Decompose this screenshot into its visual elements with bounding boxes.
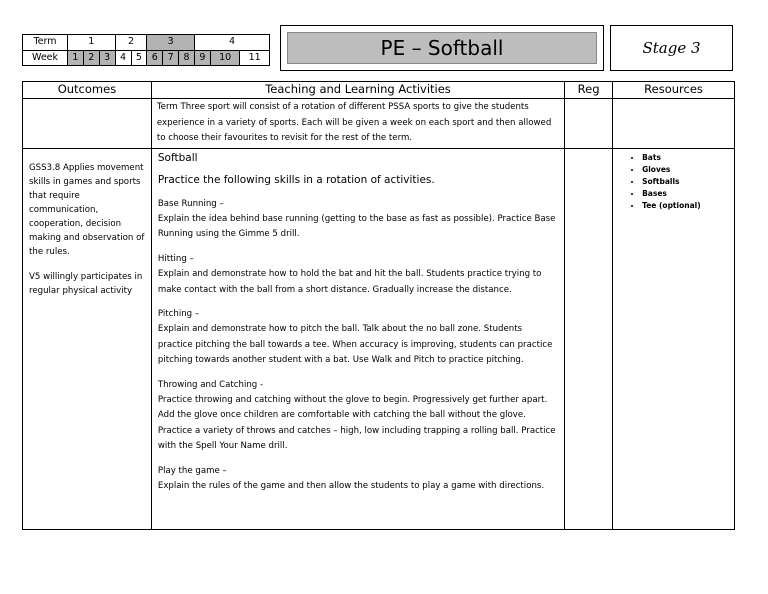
week-cell: 3 bbox=[99, 50, 115, 66]
term-cell-current: 3 bbox=[147, 35, 195, 51]
stage-label: Stage 3 bbox=[610, 25, 733, 71]
section-body: Explain and demonstrate how to hold the bat and hit the ball. Students practice trying to make contact with the ball from a short distance. Gradually increase the distance. bbox=[157, 269, 542, 295]
term-week-table bbox=[22, 34, 270, 66]
resource-item: • Bats bbox=[642, 152, 733, 164]
outcomes-cell bbox=[23, 148, 152, 529]
page-title: PE – Softball bbox=[287, 32, 597, 64]
col-reg-header: Reg bbox=[565, 82, 613, 99]
title-box bbox=[280, 25, 604, 71]
lesson-table bbox=[22, 81, 735, 530]
col-resources-header: Resources bbox=[613, 82, 735, 99]
section-body: Explain the rules of the game and then allow the students to play a game with directions. bbox=[157, 481, 545, 491]
term-label: Term bbox=[23, 35, 68, 51]
resources-cell bbox=[613, 148, 735, 529]
activity-section bbox=[158, 307, 558, 369]
activity-section bbox=[158, 197, 558, 243]
term-cell: 1 bbox=[68, 35, 116, 51]
section-body: Explain the idea behind base running (getting to the base as fast as possible). Practice Base Running using the Gimme 5 drill. bbox=[157, 213, 556, 240]
resources-list bbox=[614, 150, 733, 213]
resource-item: • Bases bbox=[642, 188, 733, 200]
resource-item: • Gloves bbox=[642, 164, 733, 176]
activities-cell bbox=[151, 148, 564, 529]
activity-section bbox=[158, 252, 558, 298]
col-activities-header: Teaching and Learning Activities bbox=[151, 82, 564, 99]
activity-subheading: Practice the following skills in a rotation of activities. bbox=[157, 173, 435, 186]
outcome-item: V5 willingly participates in regular physical activity bbox=[29, 271, 143, 296]
term-cell: 4 bbox=[195, 35, 270, 51]
week-cell: 1 bbox=[68, 50, 84, 66]
section-title: Throwing and Catching - bbox=[157, 379, 264, 390]
intro-outcome-cell bbox=[23, 99, 152, 149]
resource-item: • Softballs bbox=[642, 176, 733, 188]
section-body: Explain and demonstrate how to pitch the ball. Talk about the no ball zone. Students practice pitching the ball towards a tee. When accuracy is improving, students can practice pitching towards another student with a bat. Use Walk and Pitch to practice pitching. bbox=[157, 324, 553, 366]
activity-section bbox=[158, 378, 558, 455]
intro-text: Term Three sport will consist of a rotation of different PSSA sports to give the students experience in a variety of sports. Each will be given a week on each sport and then allowed to choose their favourites to revisit for the rest of the term. bbox=[151, 99, 564, 149]
week-cell: 2 bbox=[83, 50, 99, 66]
activity-section bbox=[158, 464, 558, 495]
section-body: Practice throwing and catching without the glove to begin. Progressively get further apart. Add the glove once children are comfortable with catching the ball without the glove. Practice a variety of throws and catches – high, low including trapping a rolling ball. Practice with the Spell Your Name drill. bbox=[157, 394, 556, 452]
reg-cell bbox=[565, 148, 613, 529]
week-cell: 4 bbox=[115, 50, 131, 66]
intro-resources-cell bbox=[613, 99, 735, 149]
section-title: Base Running – bbox=[157, 198, 224, 209]
week-cell: 10 bbox=[210, 50, 240, 66]
intro-reg-cell bbox=[565, 99, 613, 149]
week-cell: 6 bbox=[147, 50, 163, 66]
week-label: Week bbox=[23, 50, 68, 66]
week-cell: 5 bbox=[131, 50, 147, 66]
section-title: Play the game – bbox=[157, 465, 227, 476]
col-outcomes-header: Outcomes bbox=[23, 82, 152, 99]
term-cell: 2 bbox=[115, 35, 147, 51]
section-title: Pitching – bbox=[157, 308, 200, 319]
week-cell: 11 bbox=[240, 50, 270, 66]
resource-item: • Tee (optional) bbox=[642, 200, 733, 212]
week-cell: 8 bbox=[179, 50, 195, 66]
activity-heading: Softball bbox=[157, 151, 198, 164]
section-title: Hitting – bbox=[157, 253, 194, 264]
week-cell: 7 bbox=[163, 50, 179, 66]
outcome-item: GSS3.8 Applies movement skills in games and sports that require communication, cooperation, decision making and observation of the rules. bbox=[29, 162, 145, 257]
week-cell: 9 bbox=[195, 50, 211, 66]
